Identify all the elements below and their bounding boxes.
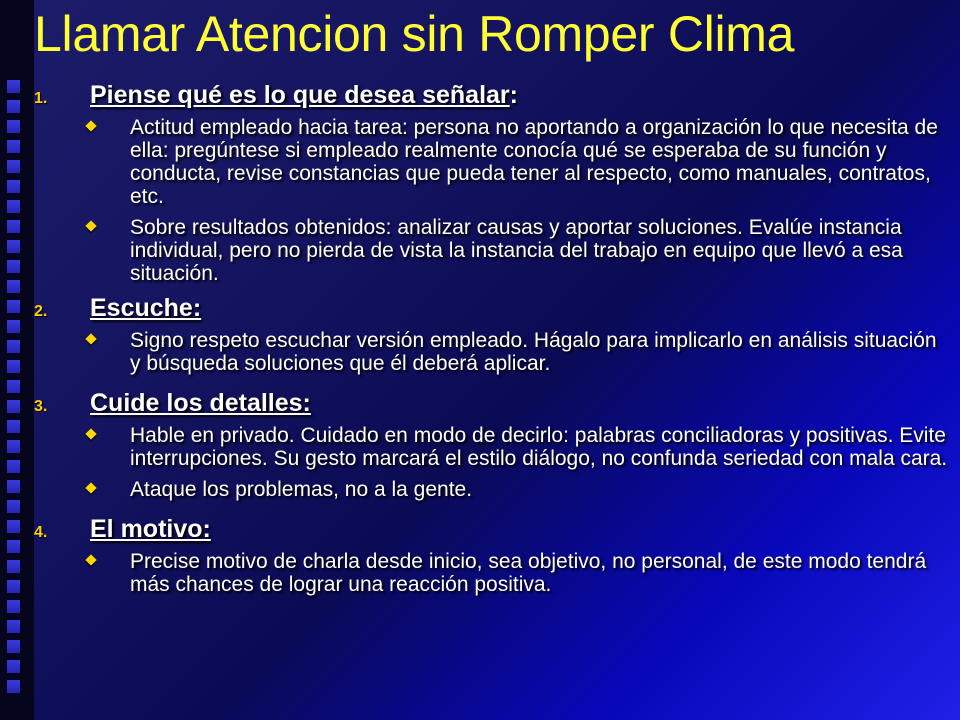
bullet-item: [130, 424, 950, 470]
bullet-text: Precise motivo de charla desde inicio, sea objetivo, no personal, de este modo tendrá más chances de lograr una reacción positiva.: [130, 550, 927, 596]
square-icon: [7, 380, 20, 393]
square-icon: [7, 500, 20, 513]
bullet-text: Hable en privado. Cuidado en modo de decirlo: palabras conciliadoras y positivas. Evite interrupciones. Su gesto marcará el estilo diálogo, no confunda seriedad con mala cara.: [130, 424, 948, 470]
bullet-item: [130, 329, 950, 375]
section-1: [34, 80, 950, 285]
bullet-item: [130, 216, 950, 285]
square-icon: [7, 140, 20, 153]
section-number: 2.: [34, 303, 48, 320]
left-decorative-band: [0, 0, 34, 720]
slide-title: Llamar Atencion sin Romper Clima: [34, 6, 795, 62]
slide-content: [34, 80, 950, 596]
square-icon: [7, 680, 20, 693]
section-heading: Escuche:: [90, 294, 202, 322]
square-icon: [7, 100, 20, 113]
diamond-bullet-icon: [85, 482, 96, 493]
square-icon: [7, 160, 20, 173]
square-icon: [7, 620, 20, 633]
square-icon: [7, 80, 20, 93]
square-icon: [7, 340, 20, 353]
bullet-item: [130, 550, 950, 596]
bullet-item: [130, 478, 950, 501]
section-heading-colon: :: [509, 81, 518, 109]
section-number: 4.: [34, 524, 48, 541]
bullet-text: Ataque los problemas, no a la gente.: [130, 478, 473, 501]
decorative-squares: [7, 80, 27, 700]
square-icon: [7, 280, 20, 293]
diamond-bullet-icon: [85, 220, 96, 231]
section-heading: [90, 80, 950, 110]
section-heading-text: Piense qué es lo que desea señalar: [90, 81, 510, 109]
square-icon: [7, 460, 20, 473]
square-icon: [7, 240, 20, 253]
square-icon: [7, 580, 20, 593]
square-icon: [7, 440, 20, 453]
section-3: [34, 388, 950, 501]
section-2: [34, 293, 950, 375]
bullet-item: [130, 116, 950, 208]
square-icon: [7, 480, 20, 493]
square-icon: [7, 300, 20, 313]
diamond-bullet-icon: [85, 333, 96, 344]
square-icon: [7, 220, 20, 233]
square-icon: [7, 660, 20, 673]
square-icon: [7, 200, 20, 213]
square-icon: [7, 180, 20, 193]
square-icon: [7, 400, 20, 413]
section-heading: Cuide los detalles:: [90, 389, 311, 417]
bullet-text: Signo respeto escuchar versión empleado. Hágalo para implicarlo en análisis situación y búsqueda soluciones que él deberá aplicar.: [130, 329, 937, 375]
square-icon: [7, 600, 20, 613]
diamond-bullet-icon: [85, 554, 96, 565]
bullet-text: Actitud empleado hacia tarea: persona no aportando a organización lo que necesita de ella: pregúntese si empleado realmente conocía qué se esperaba de su función y conducta, revise constancias que pueda tener al respecto, como manuales, contratos, etc.: [130, 116, 938, 208]
section-4: [34, 514, 950, 596]
square-icon: [7, 640, 20, 653]
square-icon: [7, 520, 20, 533]
section-number: 3.: [34, 398, 48, 415]
square-icon: [7, 320, 20, 333]
bullet-text: Sobre resultados obtenidos: analizar causas y aportar soluciones. Evalúe instancia individual, pero no pierda de vista la instancia del trabajo en equipo que llevó a esa situación.: [130, 216, 903, 285]
square-icon: [7, 120, 20, 133]
diamond-bullet-icon: [85, 428, 96, 439]
diamond-bullet-icon: [85, 120, 96, 131]
square-icon: [7, 540, 20, 553]
square-icon: [7, 260, 20, 273]
section-number: 1.: [34, 90, 48, 107]
square-icon: [7, 560, 20, 573]
square-icon: [7, 360, 20, 373]
section-heading: El motivo:: [90, 515, 211, 543]
square-icon: [7, 420, 20, 433]
